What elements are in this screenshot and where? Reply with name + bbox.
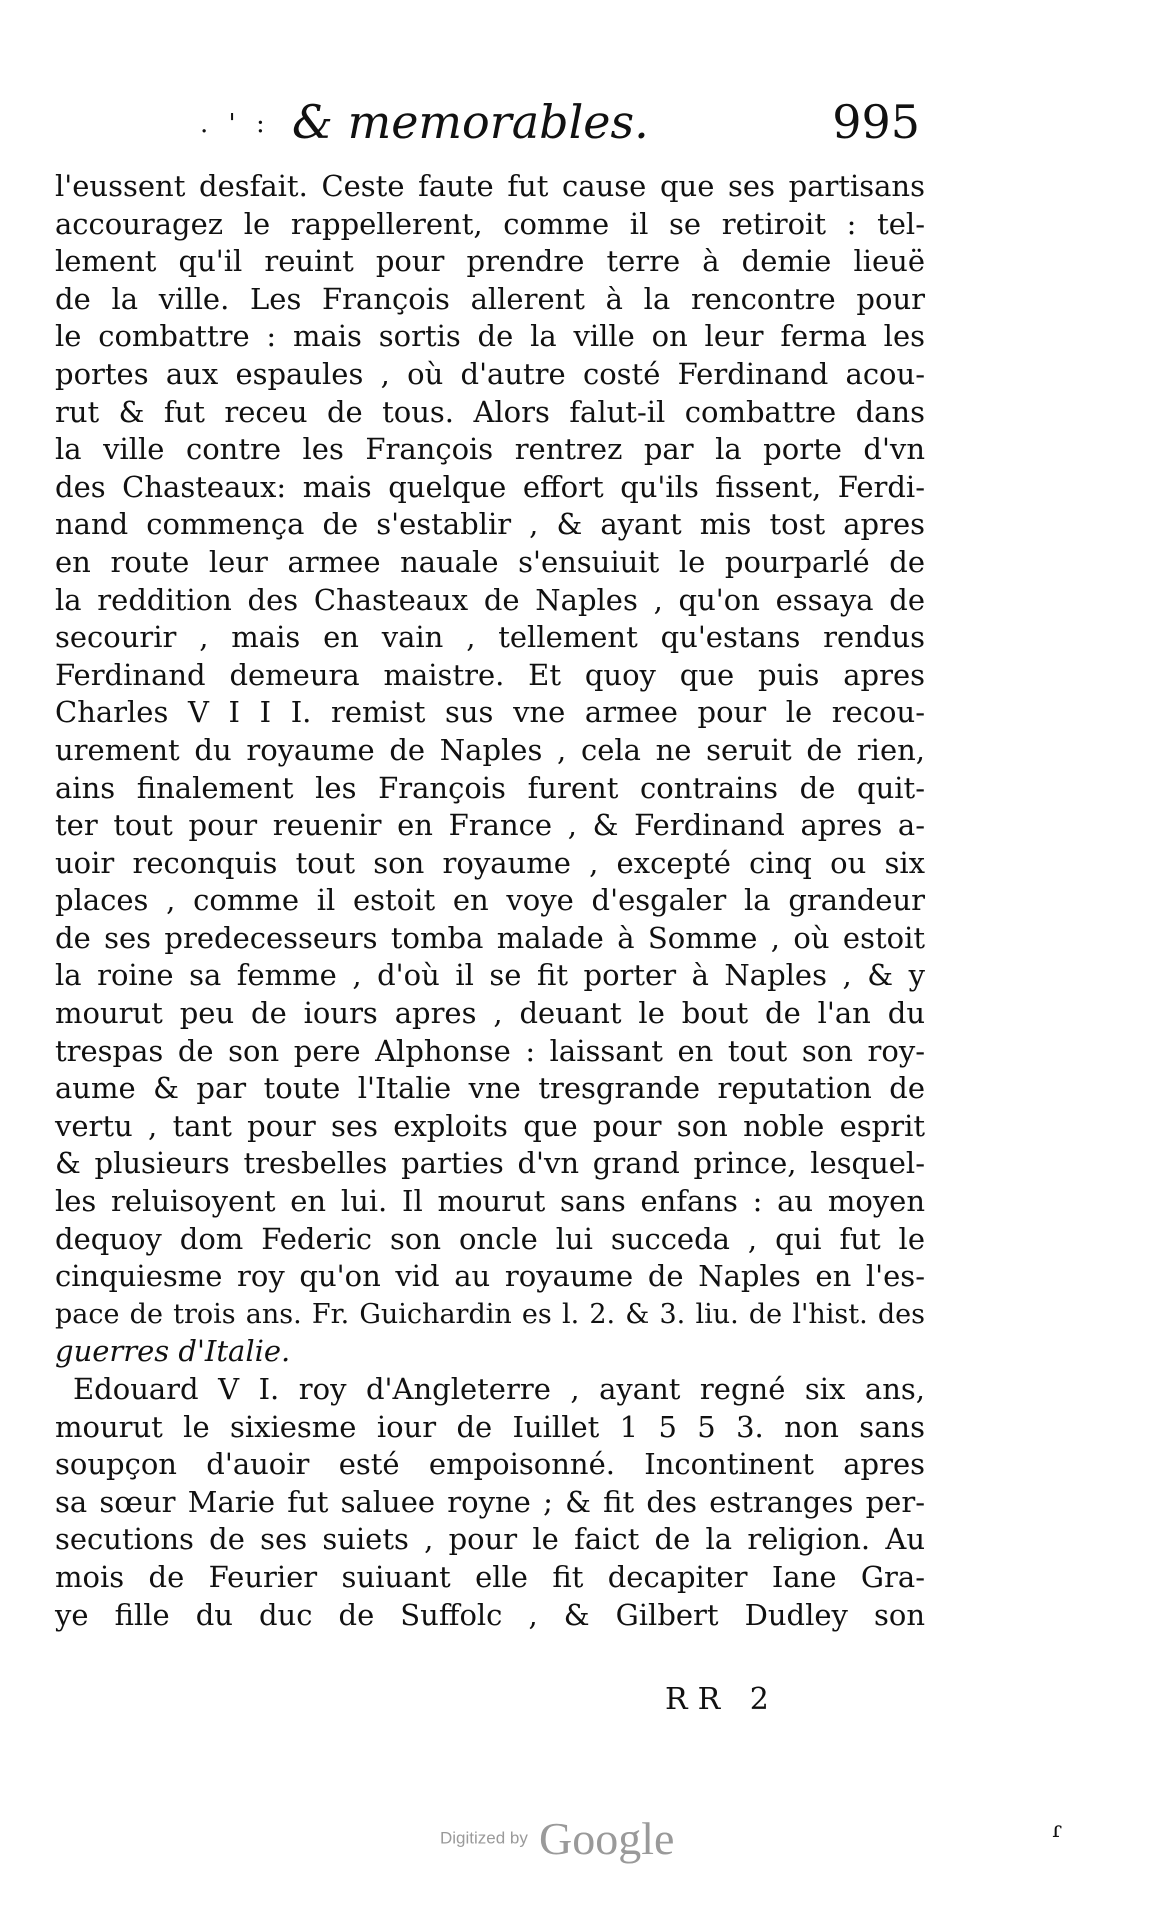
digitized-watermark (440, 1812, 674, 1865)
text-line: Charles V I I I. remist sus vne armee pour le recou- (55, 695, 925, 730)
text-line: nand commença de s'establir , & ayant mis tost apres (55, 507, 925, 542)
text-line: Ferdinand demeura maistre. Et quoy que puis apres (55, 657, 925, 692)
text-line: secutions de ses suiets , pour le faict de la religion. Au (55, 1522, 925, 1557)
text-line: mourut peu de iours apres , deuant le bout de l'an du (55, 996, 925, 1031)
text-line: trespas de son pere Alphonse : laissant en tout son roy- (55, 1033, 925, 1068)
text-line: places , comme il estoit en voye d'esgaler la grandeur (55, 883, 925, 918)
text-line: mourut le sixiesme iour de Iuillet 1 5 5 3. non sans (55, 1409, 925, 1444)
text-line: en route leur armee nauale s'ensuiuit le pourparlé de (55, 544, 925, 579)
text-line: uoir reconquis tout son royaume , excepté cinq ou six (55, 845, 925, 880)
text-line: la reddition des Chasteaux de Naples , qu'on essaya de (55, 582, 925, 617)
text-line: le combattre : mais sortis de la ville on leur ferma les (55, 319, 925, 354)
text-line: dequoy dom Federic son oncle lui succeda , qui fut le (55, 1221, 925, 1256)
text-line: vertu , tant pour ses exploits que pour son noble esprit (55, 1108, 925, 1143)
body-text (55, 168, 925, 1634)
text-line: cinquiesme roy qu'on vid au royaume de Naples en l'es- (55, 1259, 925, 1294)
text-line: ains finalement les François furent contrains de quit- (55, 770, 925, 805)
page-number: 995 (832, 95, 920, 149)
text-line: portes aux espaules , où d'autre costé Ferdinand acou- (55, 356, 925, 391)
text-line: de ses predecesseurs tomba malade à Somme , où estoit (55, 920, 925, 955)
text-line: mois de Feurier suiuant elle fit decapiter Iane Gra- (55, 1559, 925, 1594)
text-line: les reluisoyent en lui. Il mourut sans enfans : au moyen (55, 1184, 925, 1219)
text-line: ter tout pour reuenir en France , & Ferdinand apres a- (55, 808, 925, 843)
text-line: la roine sa femme , d'où il se fit porter à Naples , & y (55, 958, 925, 993)
paragraph-start-line: Edouard V I. roy d'Angleterre , ayant regné six ans, (73, 1372, 925, 1406)
text-line: sa sœur Marie fut saluee royne ; & fit des estranges per- (55, 1484, 925, 1519)
text-line: lement qu'il reuint pour prendre terre à demie lieuë (55, 244, 925, 279)
text-line: la ville contre les François rentrez par la porte d'vn (55, 432, 925, 467)
signature-mark: RR 2 (665, 1682, 779, 1717)
page-header (200, 95, 920, 155)
text-line: l'eussent desfait. Ceste faute fut cause que ses partisans (55, 169, 925, 203)
running-head: & memorables. (292, 95, 649, 149)
corner-mark: ɾ (1052, 1818, 1062, 1843)
header-decoration: . ' : (200, 109, 271, 139)
text-line: & plusieurs tresbelles parties d'vn grand prince, lesquel- (55, 1146, 925, 1181)
watermark-prefix: Digitized by (440, 1828, 528, 1848)
citation-line: guerres d'Italie. (55, 1334, 291, 1369)
text-line: accouragez le rappellerent, comme il se retiroit : tel- (55, 206, 925, 241)
text-line: rut & fut receu de tous. Alors falut-il combattre dans (55, 394, 925, 429)
text-line: soupçon d'auoir esté empoisonné. Incontinent apres (55, 1447, 925, 1482)
google-logo: Google (538, 1813, 675, 1864)
text-line: ye fille du duc de Suffolc , & Gilbert Dudley son (55, 1597, 925, 1632)
text-line: aume & par toute l'Italie vne tresgrande reputation de (55, 1071, 925, 1106)
text-line: urement du royaume de Naples , cela ne seruit de rien, (55, 732, 925, 767)
citation-line: pace de trois ans. Fr. Guichardin es l. 2. & 3. liu. de l'hist. des (55, 1298, 925, 1330)
text-line: des Chasteaux: mais quelque effort qu'ils fissent, Ferdi- (55, 469, 925, 504)
text-line: de la ville. Les François allerent à la rencontre pour (55, 281, 925, 316)
text-line: secourir , mais en vain , tellement qu'estans rendus (55, 620, 925, 655)
